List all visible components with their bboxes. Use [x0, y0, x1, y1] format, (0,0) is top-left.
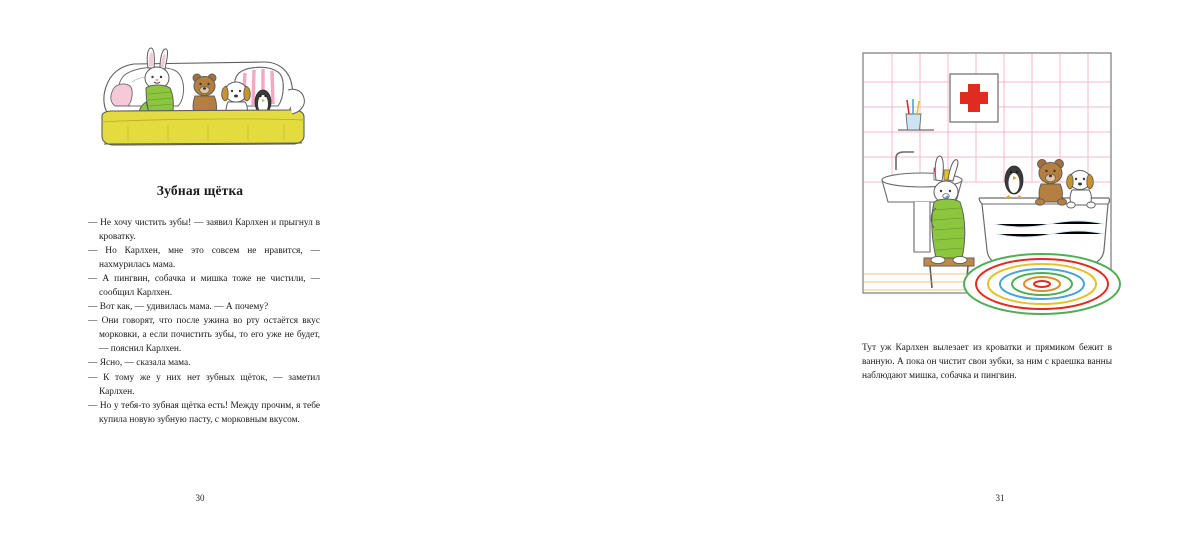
- paragraph: — Ясно, — сказала мама.: [88, 358, 191, 369]
- right-page-body: [862, 341, 1112, 383]
- page-number-left: 30: [195, 493, 205, 503]
- paragraph: — Вот как, — удивилась мама. — А почему?: [88, 302, 269, 313]
- paragraph: — Но Карлхен, мне это совсем не нравится, — нахмурилась мама.: [88, 246, 320, 271]
- paragraph: — Они говорят, что после ужина во рту остаётся вкус морковки, а если почистить зубы, то его уже не будет, — пояснил Карлхен.: [88, 316, 320, 355]
- illustration-bathroom-scene: [862, 52, 1112, 317]
- right-page: [400, 0, 1112, 541]
- paragraph: — А пингвин, собачка и мишка тоже не чистили, — сообщил Карлхен.: [88, 274, 320, 299]
- left-page: [0, 0, 400, 541]
- paragraph: — Не хочу чистить зубы! — заявил Карлхен и прыгнул в кроватку.: [88, 218, 320, 243]
- illustration-karlchen-in-bed: [88, 40, 320, 150]
- paragraph: — К тому же у них нет зубных щёток, — заметил Карлхен.: [88, 372, 320, 397]
- left-page-body: [88, 216, 320, 427]
- page-number-right: 31: [995, 493, 1005, 503]
- chapter-title: Зубная щётка: [156, 183, 244, 198]
- paragraph: Тут уж Карлхен вылезает из кроватки и прямиком бежит в ванную. А пока он чистит свои зубки, за ним с краешка ванны наблюдают мишка, собачка и пингвин.: [862, 343, 1112, 382]
- paragraph: — Но у тебя-то зубная щётка есть! Между прочим, я тебе купила новую зубную пасту, с морковным вкусом.: [88, 400, 320, 425]
